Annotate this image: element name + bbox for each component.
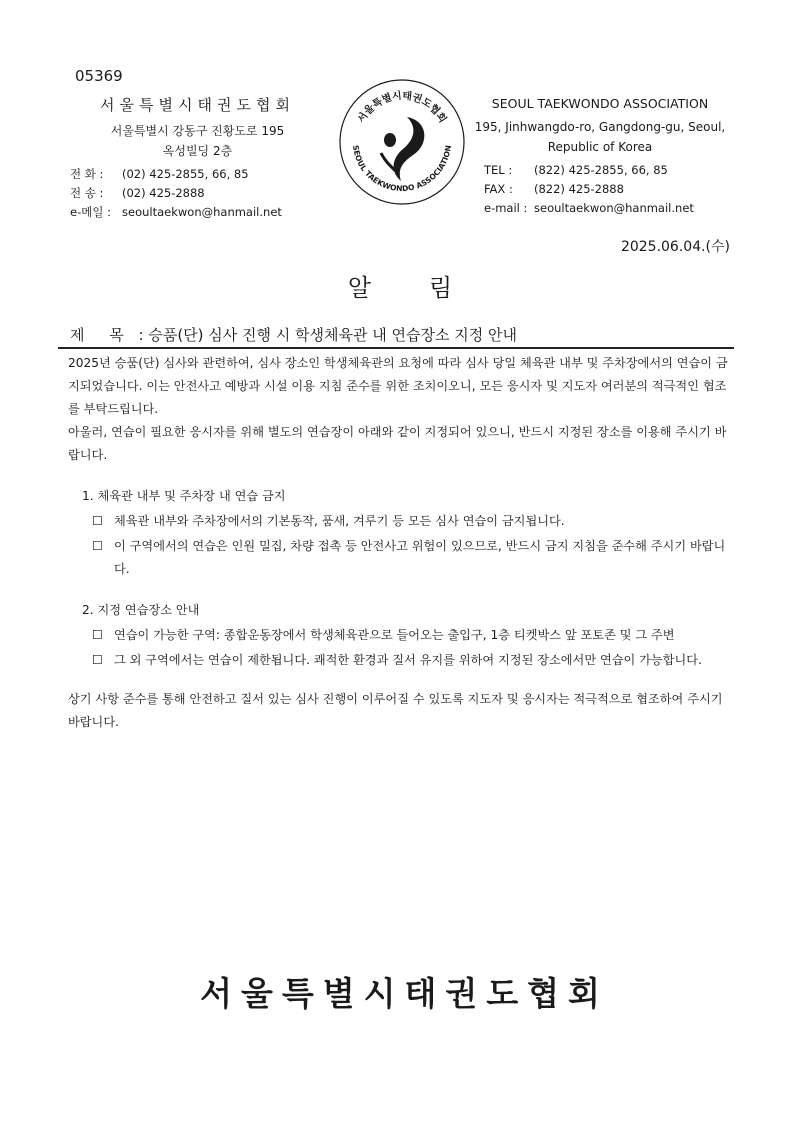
section-2-title: 2. 지정 연습장소 안내	[82, 603, 200, 617]
page-title: 알림	[347, 274, 511, 302]
fax-row-english	[484, 180, 730, 199]
svg-text:서울특별시태권도협회	[354, 89, 449, 125]
address-english-line1: 195, Jinhwangdo-ro, Gangdong-gu, Seoul,	[474, 120, 726, 134]
fax-label: 전 송 :	[70, 186, 104, 200]
phone-value: (02) 425-2855, 66, 85	[122, 167, 249, 181]
english-letterhead	[470, 96, 730, 218]
fax-value: (02) 425-2888	[122, 186, 205, 200]
section-1-item-1	[68, 510, 734, 533]
document-body	[68, 352, 734, 734]
tel-value: (822) 425-2855, 66, 85	[534, 163, 668, 177]
subject-line	[70, 324, 517, 345]
phone-label: 전 화 :	[70, 167, 104, 181]
checkbox-icon: ☐	[92, 653, 103, 667]
subject-separator: :	[133, 326, 149, 344]
subject-divider	[58, 347, 734, 349]
subject-label: 제 목	[70, 326, 134, 344]
checkbox-icon: ☐	[92, 539, 103, 553]
email-label: e-메일 :	[70, 205, 111, 219]
korean-letterhead	[70, 94, 325, 222]
email-row-english	[484, 199, 730, 218]
section-1-title: 1. 체육관 내부 및 주차장 내 연습 금지	[82, 489, 286, 503]
phone-row	[70, 165, 325, 184]
tel-row	[484, 161, 730, 180]
section-2-item-2-text: 그 외 구역에서는 연습이 제한됩니다. 쾌적한 환경과 질서 유지를 위하여 지정된 장소에서만 연습이 가능합니다.	[114, 653, 702, 667]
tel-label: TEL :	[484, 163, 513, 177]
seal-text-korean: 서울특별시태권도협회	[356, 90, 448, 125]
section-1	[68, 485, 734, 581]
intro-paragraph-1: 2025년 승품(단) 심사와 관련하여, 심사 장소인 학생체육관의 요청에 따라 심사 당일 체육관 내부 및 주차장에서의 연습이 금지되었습니다. 이는 안전사고 예방과 시설 이용 지침 준수를 위한 조치이오니, 모든 응시자 및 지도자 여러분의 적극적인 협조를 부탁드립니다.	[68, 356, 728, 416]
association-seal-logo	[337, 77, 467, 207]
korean-contact-block	[70, 165, 325, 222]
document-number: 05369	[75, 67, 123, 85]
fax-row	[70, 184, 325, 203]
intro-paragraph-2: 아울러, 연습이 필요한 응시자를 위해 별도의 연습장이 아래와 같이 지정되어 있으니, 반드시 지정된 장소를 이용해 주시기 바랍니다.	[68, 425, 727, 462]
english-contact-block	[470, 161, 730, 218]
section-2-item-1	[68, 624, 734, 647]
email-value-english: seoultaekwon@hanmail.net	[534, 201, 694, 215]
section-2-item-2	[68, 649, 734, 672]
checkbox-icon: ☐	[92, 514, 103, 528]
section-1-item-1-text: 체육관 내부와 주차장에서의 기본동작, 품새, 겨루기 등 모든 심사 연습이 금지됩니다.	[114, 514, 565, 528]
address-english-line2: Republic of Korea	[547, 140, 653, 154]
org-name-korean: 서울특별시태권도협회	[100, 96, 295, 114]
fax-value-english: (822) 425-2888	[534, 182, 624, 196]
document-date: 2025.06.04.(수)	[620, 239, 730, 255]
address-korean-line1: 서울특별시 강동구 진황도로 195	[110, 124, 285, 138]
address-korean-line2: 옥성빌딩 2층	[162, 144, 233, 158]
org-name-english: SEOUL TAEKWONDO ASSOCIATION	[491, 96, 709, 111]
footer-org-name: 서울특별시태권도협회	[200, 974, 609, 1013]
subject-text: 승품(단) 심사 진행 시 학생체육관 내 연습장소 지정 안내	[148, 326, 517, 344]
email-row	[70, 203, 325, 222]
checkbox-icon: ☐	[92, 628, 103, 642]
fax-label-english: FAX :	[484, 182, 513, 196]
seal-text-english: SEOUL TAEKWONDO ASSOCIATION	[351, 144, 453, 194]
section-2-item-1-text: 연습이 가능한 구역: 종합운동장에서 학생체육관으로 들어오는 출입구, 1층 티켓박스 앞 포토존 및 그 주변	[114, 628, 675, 642]
section-1-item-2-text: 이 구역에서의 연습은 인원 밀집, 차량 접촉 등 안전사고 위험이 있으므로, 반드시 금지 지침을 준수해 주시기 바랍니다.	[114, 539, 726, 576]
email-value: seoultaekwon@hanmail.net	[122, 205, 282, 219]
section-2	[68, 599, 734, 672]
closing-paragraph: 상기 사항 준수를 통해 안전하고 질서 있는 심사 진행이 이루어질 수 있도록 지도자 및 응시자는 적극적으로 협조하여 주시기 바랍니다.	[68, 692, 723, 729]
email-label-english: e-mail :	[484, 201, 528, 215]
section-1-item-2	[68, 535, 734, 581]
